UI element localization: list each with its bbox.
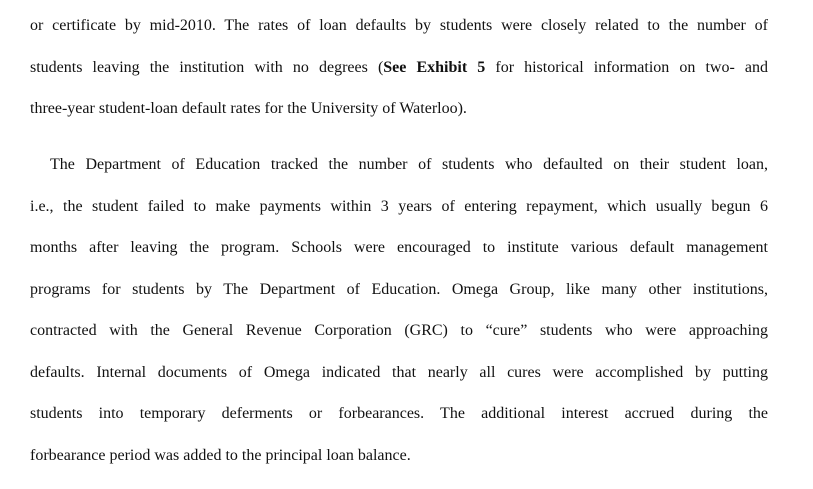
exhibit-reference: See Exhibit 5 — [383, 59, 486, 76]
text-line: months after leaving the program. Schools were encouraged to institute various default management — [30, 239, 768, 256]
text-line: defaults. Internal documents of Omega indicated that nearly all cures were accomplished by putting — [30, 364, 768, 381]
text-line — [30, 58, 768, 78]
text-run: students leaving the institution with no degrees ( — [30, 59, 384, 76]
text-line: students into temporary deferments or forbearances. The additional interest accrued during the — [30, 405, 768, 422]
text-line: programs for students by The Department of Education. Omega Group, like many other institutions, — [30, 281, 768, 298]
text-run: for historical information on two- and — [485, 59, 768, 76]
text-line: The Department of Education tracked the number of students who defaulted on their student loan, — [50, 156, 768, 173]
text-line: three-year student-loan default rates for the University of Waterloo). — [30, 100, 467, 117]
text-line: i.e., the student failed to make payments within 3 years of entering repayment, which usually begun 6 — [30, 198, 768, 215]
text-line: or certificate by mid-2010. The rates of loan defaults by students were closely related to the number of — [30, 17, 768, 34]
text-line: forbearance period was added to the principal loan balance. — [30, 447, 411, 464]
text-line: contracted with the General Revenue Corporation (GRC) to “cure” students who were approaching — [30, 322, 768, 339]
